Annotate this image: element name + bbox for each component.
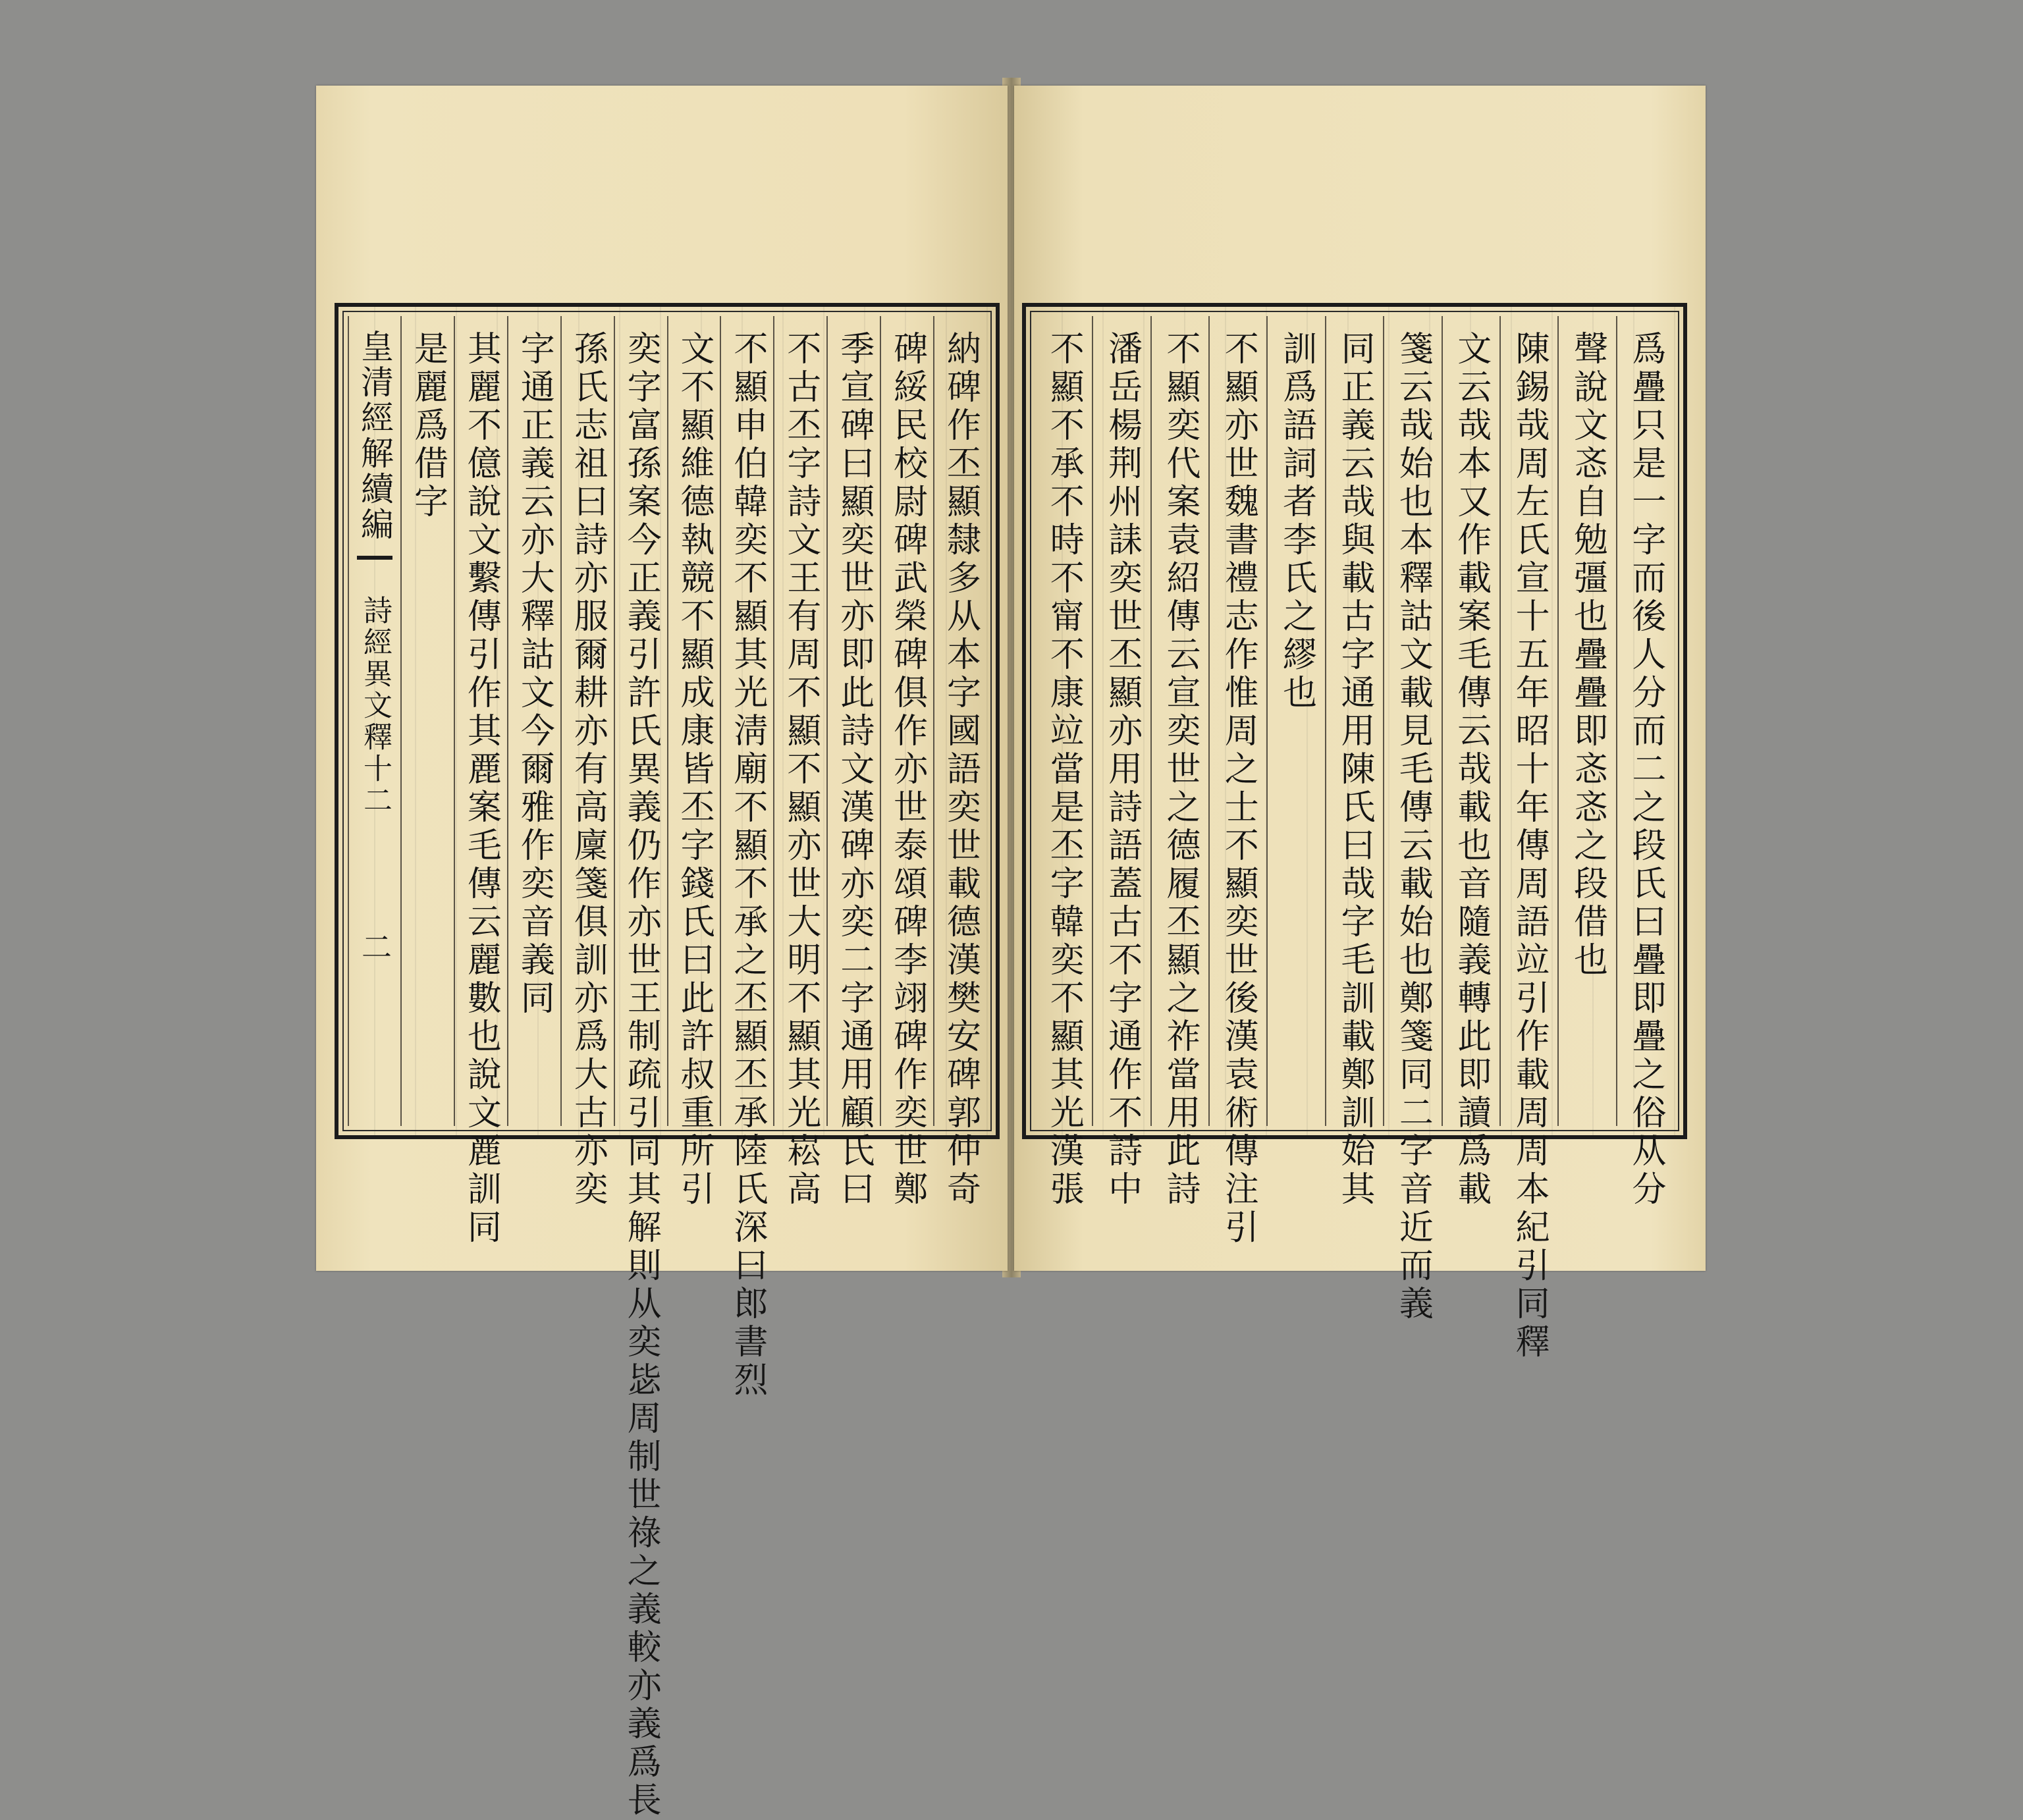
text-column: 不顯奕代案袁紹傳云宣奕世之德履丕顯之祚當用此詩: [1150, 316, 1208, 1126]
text-column: 文云哉本又作載案毛傳云哉載也音隨義轉此即讀爲載: [1442, 316, 1499, 1126]
left-page: [316, 86, 1008, 1820]
text-column: 碑綏民校尉碑武榮碑俱作亦世泰頌碑李翊碑作奕世鄭: [880, 316, 933, 1126]
book-spread: [303, 78, 1719, 1820]
text-column: 是麗爲借字: [400, 316, 454, 1126]
text-column: 陳錫哉周左氏宣十五年昭十年傳周語竝引作載周周本紀引同釋: [1499, 316, 1557, 1126]
banxin-section: 詩經異文釋十二: [358, 595, 392, 816]
text-column: 奕字富孫案今正義引許氏異義仍作亦世王制疏引同其解則从奕毖周制世祿之義較亦義爲長: [614, 316, 667, 1126]
text-column: 孫氏志祖曰詩亦服爾耕亦有高廩箋俱訓亦爲大古亦奕: [560, 316, 614, 1126]
text-column: 文不顯維德執競不顯成康皆丕字錢氏曰此許叔重所引: [667, 316, 720, 1126]
text-column: 不古丕字詩文王有周不顯不顯亦世大明不顯其光崧高: [773, 316, 826, 1126]
text-column: 潘岳楊荆州誄奕世丕顯亦用詩語蓋古不字通作不詩中: [1092, 316, 1150, 1126]
left-banxin: [348, 316, 400, 1126]
text-column: 不顯不承不時不甯不康竝當是丕字韓奕不顯其光漢張: [1044, 331, 1084, 1209]
text-column: 訓爲語詞者李氏之繆也: [1266, 316, 1324, 1126]
page-number: 二: [357, 931, 393, 961]
text-column: 不顯亦世魏書禮志作惟周之士不顯奕世後漢袁術傳注引: [1208, 316, 1266, 1126]
text-column: 字通正義云亦大釋詁文今爾雅作奕音義同: [507, 316, 560, 1126]
banxin-title: 皇清經解續編: [356, 329, 394, 543]
text-column: 其麗不億說文繫傳引作其䴡案毛傳云麗數也說文䴡訓同: [454, 316, 507, 1126]
left-text-frame: [335, 303, 1000, 1820]
text-column: 季宣碑曰顯奕世亦即此詩文漢碑亦奕二字通用顧氏曰: [826, 316, 880, 1126]
right-columns: [1035, 316, 1674, 1362]
left-columns: [348, 316, 986, 1820]
text-column: 納碑作丕顯隸多从本字國語奕世載德漢樊安碑郭仲奇: [933, 316, 986, 1126]
right-page: [1014, 86, 1706, 1362]
text-column: 爲疊只是一字而後人分而二之段氏曰疊即疊之俗从分: [1616, 316, 1674, 1126]
text-column: 箋云哉始也本釋詁文載見毛傳云載始也鄭箋同二字音近而義: [1383, 316, 1441, 1126]
right-text-frame: [1022, 303, 1687, 1362]
fold-mark: [357, 556, 392, 569]
text-column: 同正義云哉與載古字通用陳氏曰哉字毛訓載鄭訓始其: [1325, 316, 1383, 1126]
text-column: 聲說文忞自勉彊也疊疊即忞忞之段借也: [1557, 316, 1615, 1126]
text-column: 不顯申伯韓奕不顯其光淸廟不顯不承之丕顯丕承陸氏深曰郎書烈: [720, 316, 773, 1126]
